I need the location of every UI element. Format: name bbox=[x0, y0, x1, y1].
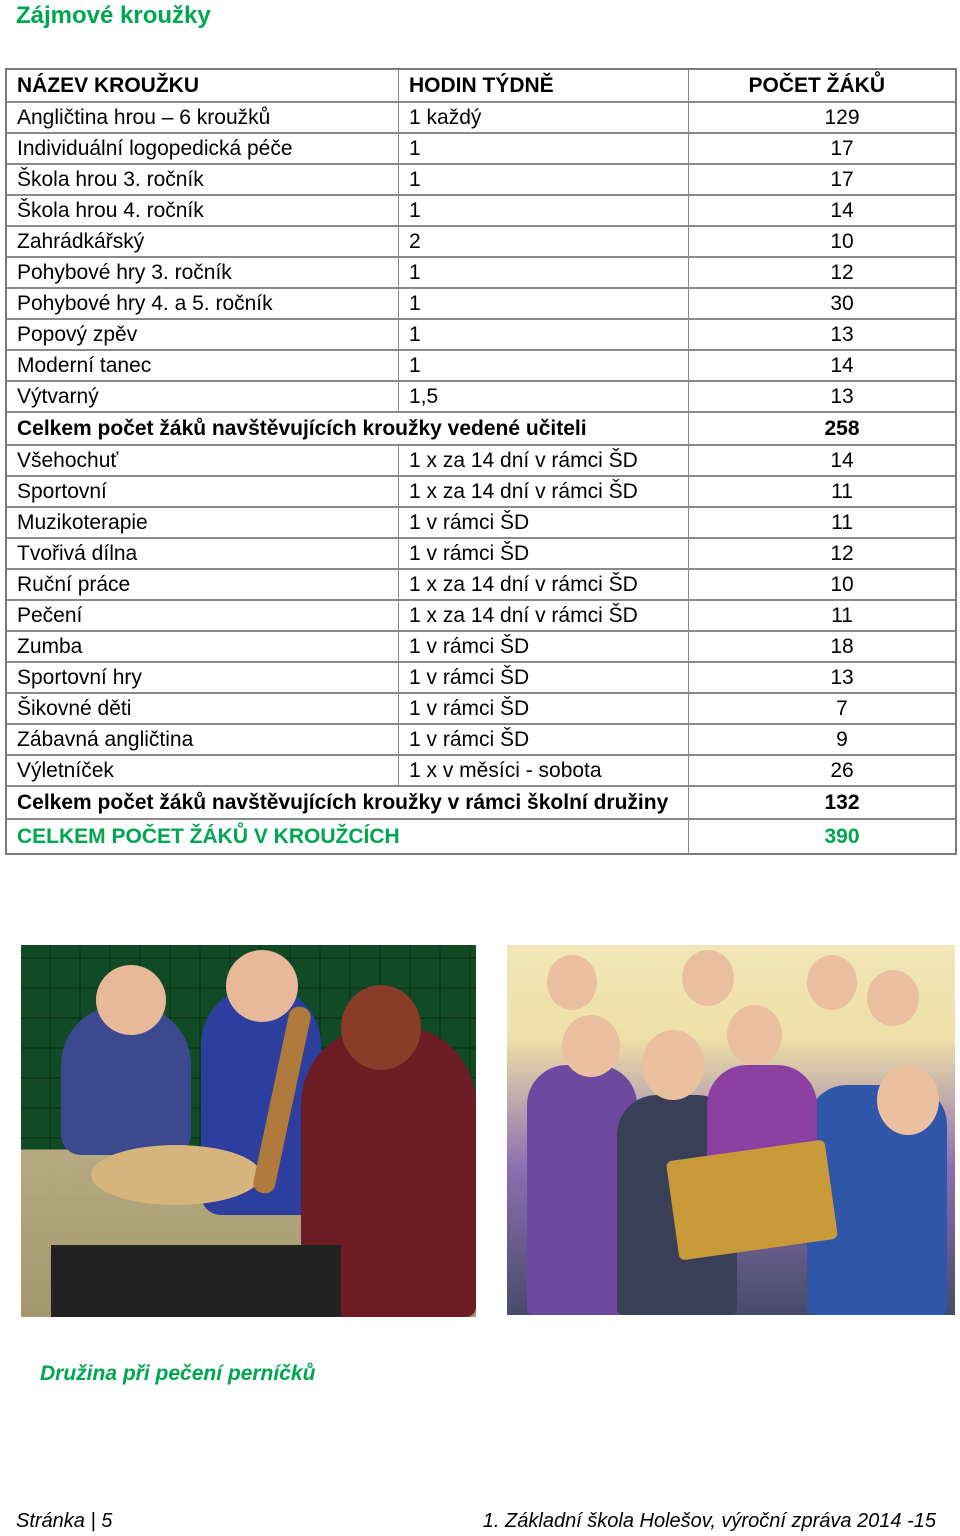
student-count-cell: 17 bbox=[689, 134, 955, 165]
hours-cell: 1 v rámci ŠD bbox=[399, 663, 689, 694]
table-row bbox=[7, 632, 955, 663]
subtotal-label: Celkem počet žáků navštěvujících kroužky v rámci školní družiny bbox=[7, 787, 689, 820]
photo-figure bbox=[727, 1005, 782, 1065]
student-count-cell: 11 bbox=[689, 508, 955, 539]
club-name-cell: Zábavná angličtina bbox=[7, 725, 399, 756]
table-row bbox=[7, 477, 955, 508]
hours-cell: 1 bbox=[399, 258, 689, 289]
table-row bbox=[7, 320, 955, 351]
table-row bbox=[7, 756, 955, 787]
hours-cell: 1 v rámci ŠD bbox=[399, 539, 689, 570]
table-row bbox=[7, 508, 955, 539]
hours-cell: 1 v rámci ŠD bbox=[399, 725, 689, 756]
header-name: NÁZEV KROUŽKU bbox=[7, 70, 399, 103]
hours-cell: 1 bbox=[399, 165, 689, 196]
hours-cell: 1 v rámci ŠD bbox=[399, 694, 689, 725]
photo-figure bbox=[341, 985, 421, 1070]
student-count-cell: 13 bbox=[689, 320, 955, 351]
club-name-cell: Sportovní bbox=[7, 477, 399, 508]
hours-cell: 1,5 bbox=[399, 382, 689, 413]
hours-cell: 2 bbox=[399, 227, 689, 258]
student-count-cell: 30 bbox=[689, 289, 955, 320]
photo-figure bbox=[547, 955, 597, 1010]
table-row bbox=[7, 258, 955, 289]
student-count-cell: 7 bbox=[689, 694, 955, 725]
student-count-cell: 13 bbox=[689, 382, 955, 413]
subtotal-value: 258 bbox=[689, 413, 955, 446]
student-count-cell: 18 bbox=[689, 632, 955, 663]
header-count: POČET ŽÁKŮ bbox=[689, 70, 955, 103]
club-name-cell: Moderní tanec bbox=[7, 351, 399, 382]
student-count-cell: 14 bbox=[689, 196, 955, 227]
table-row bbox=[7, 663, 955, 694]
club-name-cell: Šikovné děti bbox=[7, 694, 399, 725]
photo-figure bbox=[807, 955, 857, 1010]
hours-cell: 1 x za 14 dní v rámci ŠD bbox=[399, 570, 689, 601]
subtotal-row-teachers bbox=[7, 413, 955, 446]
table-row bbox=[7, 570, 955, 601]
photo-figure bbox=[877, 1065, 939, 1135]
photo-figure bbox=[867, 970, 919, 1026]
student-count-cell: 13 bbox=[689, 663, 955, 694]
hours-cell: 1 bbox=[399, 351, 689, 382]
table-row bbox=[7, 351, 955, 382]
student-count-cell: 14 bbox=[689, 446, 955, 477]
student-count-cell: 9 bbox=[689, 725, 955, 756]
club-name-cell: Škola hrou 3. ročník bbox=[7, 165, 399, 196]
clubs-table bbox=[5, 68, 957, 855]
club-name-cell: Pohybové hry 3. ročník bbox=[7, 258, 399, 289]
table-row bbox=[7, 382, 955, 413]
student-count-cell: 129 bbox=[689, 103, 955, 134]
student-count-cell: 11 bbox=[689, 477, 955, 508]
hours-cell: 1 bbox=[399, 196, 689, 227]
club-name-cell: Tvořivá dílna bbox=[7, 539, 399, 570]
club-name-cell: Pečení bbox=[7, 601, 399, 632]
table-row bbox=[7, 725, 955, 756]
grand-total-label: CELKEM POČET ŽÁKŮ V KROUŽCÍCH bbox=[7, 820, 689, 853]
table-row bbox=[7, 165, 955, 196]
photo-dough bbox=[91, 1145, 261, 1205]
hours-cell: 1 v rámci ŠD bbox=[399, 508, 689, 539]
hours-cell: 1 x za 14 dní v rámci ŠD bbox=[399, 446, 689, 477]
page-title: Zájmové kroužky bbox=[16, 2, 211, 29]
club-name-cell: Muzikoterapie bbox=[7, 508, 399, 539]
grand-total-row bbox=[7, 820, 955, 853]
club-name-cell: Výletníček bbox=[7, 756, 399, 787]
table-row bbox=[7, 539, 955, 570]
student-count-cell: 12 bbox=[689, 539, 955, 570]
table-row bbox=[7, 601, 955, 632]
student-count-cell: 26 bbox=[689, 756, 955, 787]
table-row bbox=[7, 227, 955, 258]
table-row bbox=[7, 196, 955, 227]
photo-figure bbox=[642, 1030, 704, 1100]
club-name-cell: Popový zpěv bbox=[7, 320, 399, 351]
student-count-cell: 11 bbox=[689, 601, 955, 632]
hours-cell: 1 bbox=[399, 134, 689, 165]
footer-page-number: Stránka | 5 bbox=[16, 1510, 113, 1532]
student-count-cell: 10 bbox=[689, 570, 955, 601]
photo-figure bbox=[226, 950, 298, 1022]
photo-caption: Družina při pečení perníčků bbox=[40, 1362, 316, 1385]
header-hours: HODIN TÝDNĚ bbox=[399, 70, 689, 103]
footer-document-title: 1. Základní škola Holešov, výroční zpráva 2014 -15 bbox=[482, 1510, 936, 1532]
table-row bbox=[7, 694, 955, 725]
subtotal-label: Celkem počet žáků navštěvujících kroužky vedené učiteli bbox=[7, 413, 689, 446]
hours-cell: 1 bbox=[399, 320, 689, 351]
club-name-cell: Pohybové hry 4. a 5. ročník bbox=[7, 289, 399, 320]
hours-cell: 1 x za 14 dní v rámci ŠD bbox=[399, 477, 689, 508]
club-name-cell: Škola hrou 4. ročník bbox=[7, 196, 399, 227]
student-count-cell: 12 bbox=[689, 258, 955, 289]
photo-children-gingerbread bbox=[507, 945, 955, 1315]
hours-cell: 1 v rámci ŠD bbox=[399, 632, 689, 663]
club-name-cell: Angličtina hrou – 6 kroužků bbox=[7, 103, 399, 134]
photo-baking-dough bbox=[21, 945, 476, 1317]
photo-baking-tray bbox=[51, 1245, 341, 1317]
club-name-cell: Výtvarný bbox=[7, 382, 399, 413]
grand-total-value: 390 bbox=[824, 825, 860, 848]
club-name-cell: Zahrádkářský bbox=[7, 227, 399, 258]
table-row bbox=[7, 289, 955, 320]
club-name-cell: Zumba bbox=[7, 632, 399, 663]
subtotal-value: 132 bbox=[689, 787, 955, 820]
student-count-cell: 14 bbox=[689, 351, 955, 382]
photo-figure bbox=[562, 1015, 620, 1077]
hours-cell: 1 x za 14 dní v rámci ŠD bbox=[399, 601, 689, 632]
table-row bbox=[7, 103, 955, 134]
club-name-cell: Individuální logopedická péče bbox=[7, 134, 399, 165]
photo-figure bbox=[682, 950, 734, 1006]
hours-cell: 1 bbox=[399, 289, 689, 320]
table-row bbox=[7, 446, 955, 477]
student-count-cell: 10 bbox=[689, 227, 955, 258]
student-count-cell: 17 bbox=[689, 165, 955, 196]
club-name-cell: Sportovní hry bbox=[7, 663, 399, 694]
club-name-cell: Ruční práce bbox=[7, 570, 399, 601]
hours-cell: 1 x v měsíci - sobota bbox=[399, 756, 689, 787]
subtotal-row-druzina bbox=[7, 787, 955, 820]
club-name-cell: Všehochuť bbox=[7, 446, 399, 477]
photo-figure bbox=[96, 965, 166, 1035]
table-row bbox=[7, 134, 955, 165]
table-header-row bbox=[7, 70, 955, 103]
hours-cell: 1 každý bbox=[399, 103, 689, 134]
